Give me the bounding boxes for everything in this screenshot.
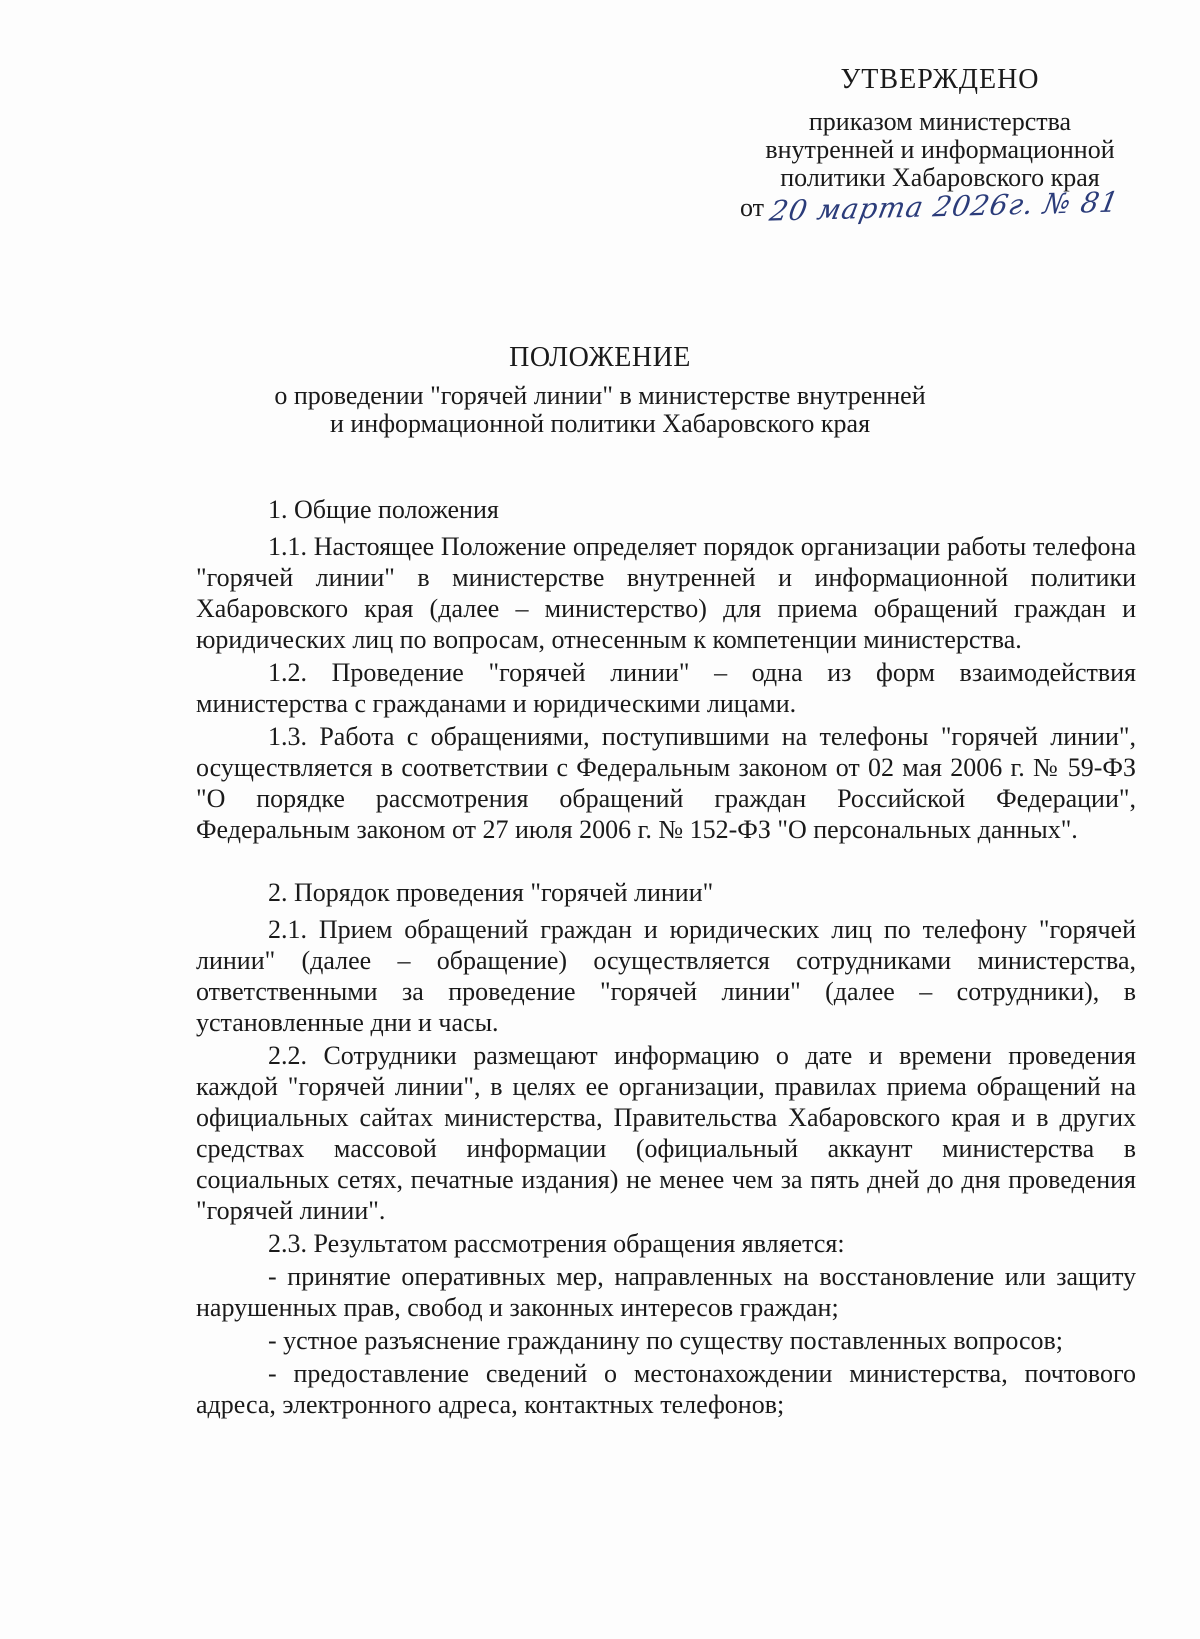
paragraph: 2.1. Прием обращений граждан и юридических лиц по телефону "горячей линии" (далее – обращение) осуществляется сотрудниками министерства, ответственными за проведение "горячей линии" (далее – сотрудники), в установленные дни и часы. — [196, 915, 1136, 1037]
document-body — [196, 494, 1136, 1420]
list-item: - предоставление сведений о местонахождении министерства, почтового адреса, электронного адреса, контактных телефонов; — [196, 1359, 1136, 1419]
paragraph: 1.3. Работа с обращениями, поступившими на телефоны "горячей линии", осуществляется в соответствии с Федеральным законом от 02 мая 2006 г. № 59-ФЗ "О порядке рассмотрения обращений граждан Российской Федерации", Федеральным законом от 27 июля 2006 г. № 152-ФЗ "О персональных данных". — [196, 722, 1136, 844]
approval-line: внутренней и информационной — [765, 135, 1115, 164]
list-item: - устное разъяснение гражданину по существу поставленных вопросов; — [268, 1326, 1064, 1355]
approval-line: приказом министерства — [808, 107, 1072, 136]
paragraph: 1.2. Проведение "горячей линии" – одна из форм взаимодействия министерства с гражданами и юридическими лицами. — [196, 658, 1136, 718]
section-heading: 2. Порядок проведения "горячей линии" — [268, 878, 714, 907]
approval-date-prefix: от — [740, 193, 765, 222]
list-item: - принятие оперативных мер, направленных на восстановление или защиту нарушенных прав, свобод и законных интересов граждан; — [196, 1262, 1136, 1322]
subtitle-line: о проведении "горячей линии" в министерстве внутренней — [274, 381, 926, 410]
paragraph: 2.3. Результатом рассмотрения обращения является: — [268, 1229, 845, 1258]
section-heading: 1. Общие положения — [268, 495, 499, 524]
paragraph: 2.2. Сотрудники размещают информацию о дате и времени проведения каждой "горячей линии", в целях ее организации, правилах приема обращений на официальных сайтах министерства, Правительства Хабаровского края и в других средствах массовой информации (официальный аккаунт министерства в социальных сетях, печатные издания) не менее чем за пять дней до дня проведения "горячей линии". — [196, 1041, 1136, 1225]
approval-title: УТВЕРЖДЕНО — [840, 64, 1040, 95]
document-title: ПОЛОЖЕНИЕ — [509, 342, 691, 373]
approval-block — [730, 64, 1150, 192]
approval-line: политики Хабаровского края — [780, 163, 1100, 192]
paragraph: 1.1. Настоящее Положение определяет порядок организации работы телефона "горячей линии" в министерстве внутренней и информационной политики Хабаровского края (далее – министерство) для приема обращений граждан и юридических лиц по вопросам, отнесенным к компетенции министерства. — [196, 532, 1136, 654]
document-subtitle — [0, 382, 1200, 438]
subtitle-line: и информационной политики Хабаровского края — [329, 409, 871, 438]
approval-date — [740, 185, 1122, 228]
handwritten-date: 20 марта 2026г. № 81 — [767, 185, 1122, 228]
